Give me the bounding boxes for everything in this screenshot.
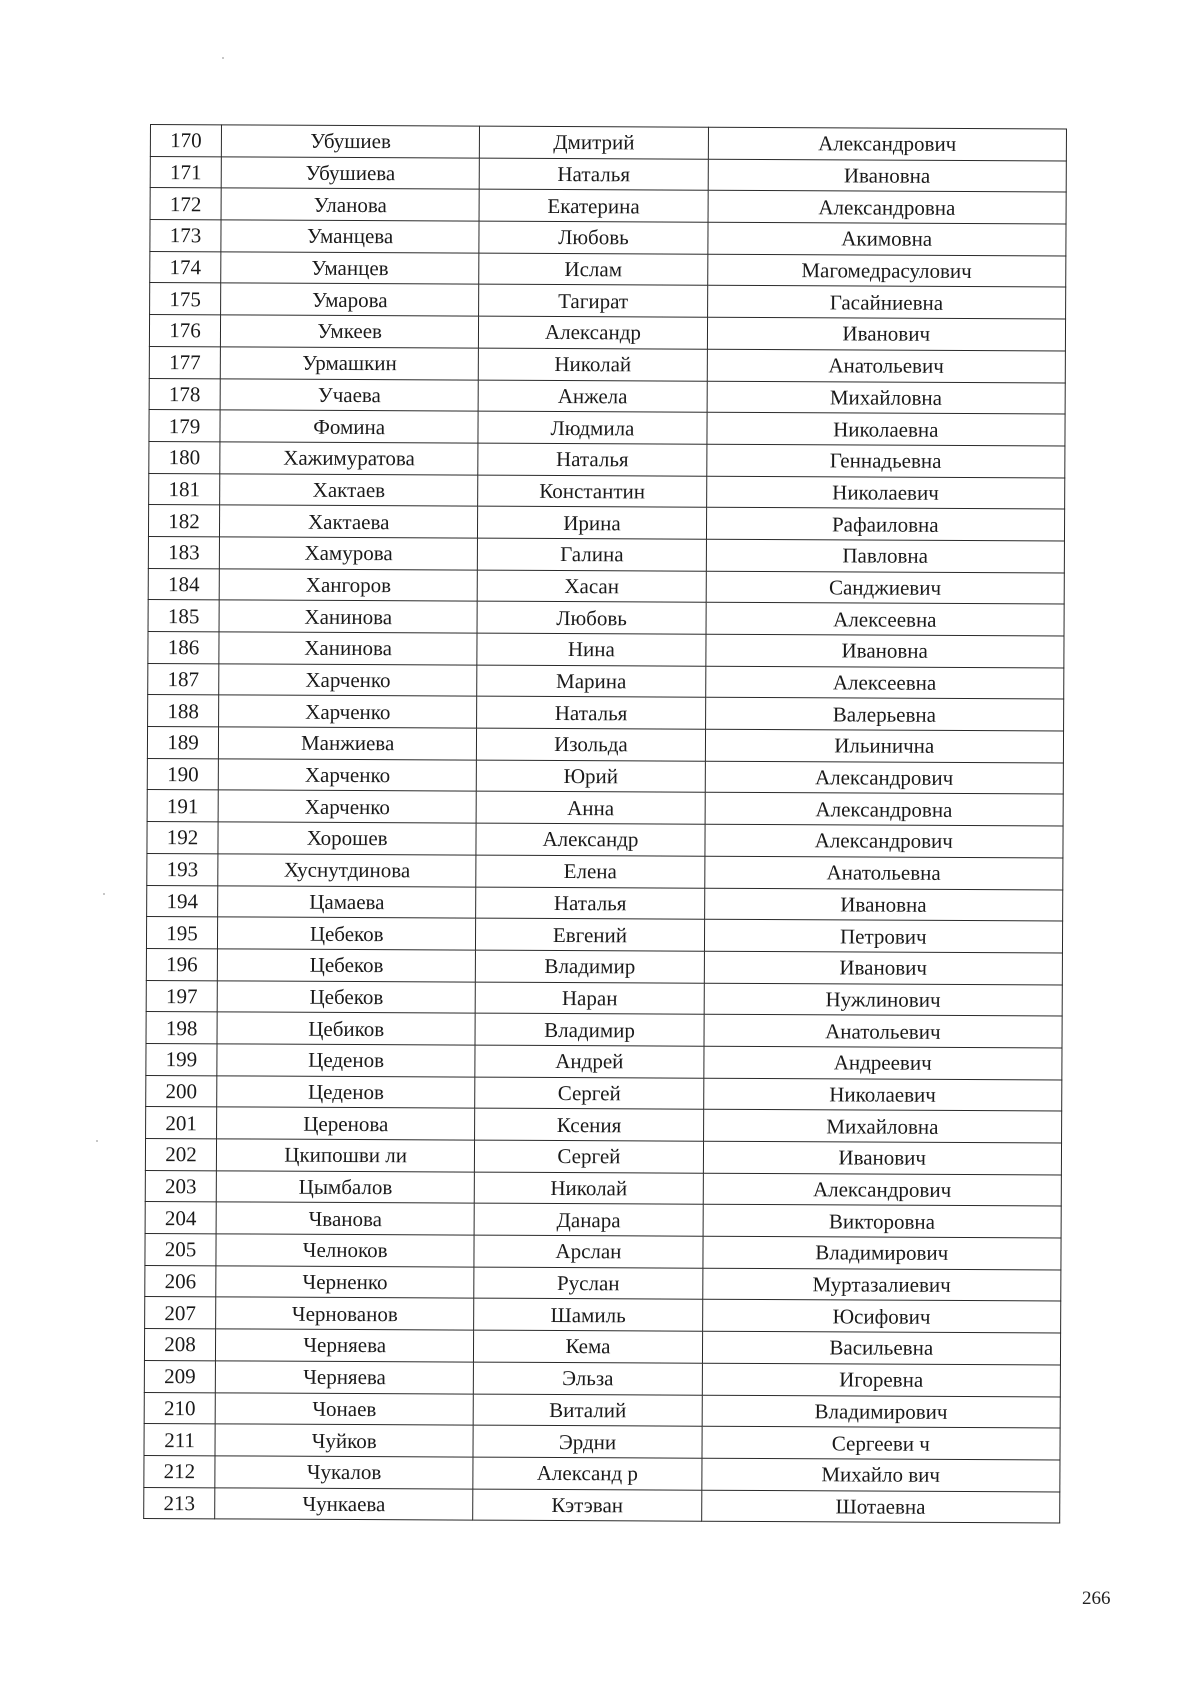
first-name-cell: Людмила — [478, 411, 706, 444]
last-name-cell: Черняева — [215, 1361, 473, 1394]
first-name-cell: Николай — [479, 348, 707, 381]
scan-speck — [103, 893, 105, 895]
last-name-cell: Чернованов — [216, 1297, 474, 1330]
table-row — [146, 1107, 1062, 1143]
table-row — [144, 1392, 1060, 1428]
last-name-cell: Чванова — [216, 1202, 474, 1235]
first-name-cell: Дмитрий — [480, 126, 708, 159]
first-name-cell: Кэтэван — [473, 1489, 701, 1522]
first-name-cell: Хасан — [478, 570, 706, 603]
first-name-cell: Юрий — [477, 760, 705, 793]
table-row — [145, 1234, 1061, 1270]
first-name-cell: Галина — [478, 538, 706, 571]
table-row — [144, 1329, 1060, 1365]
last-name-cell: Черненко — [216, 1266, 474, 1299]
row-number-cell: 210 — [144, 1392, 215, 1424]
row-number-cell: 211 — [144, 1424, 215, 1456]
table-row — [147, 853, 1063, 889]
first-name-cell: Ирина — [478, 506, 706, 539]
first-name-cell: Ксения — [475, 1108, 703, 1141]
row-number-cell: 170 — [150, 125, 221, 157]
row-number-cell: 189 — [147, 727, 218, 759]
table-row — [149, 410, 1065, 446]
row-number-cell: 185 — [148, 600, 219, 632]
last-name-cell: Церенова — [217, 1107, 475, 1140]
patronymic-cell: Акимовна — [707, 222, 1066, 255]
patronymic-cell: Нужлинович — [704, 983, 1063, 1016]
first-name-cell: Арслан — [474, 1235, 702, 1268]
last-name-cell: Хуснутдинова — [218, 854, 476, 887]
patronymic-cell: Александрович — [708, 127, 1067, 160]
scan-speck — [96, 1140, 98, 1142]
table-row — [150, 156, 1066, 192]
row-number-cell: 179 — [149, 410, 220, 442]
first-name-cell: Николай — [475, 1172, 703, 1205]
first-name-cell: Андрей — [475, 1045, 703, 1078]
patronymic-cell: Ивановна — [705, 634, 1064, 667]
first-name-cell: Константин — [478, 475, 706, 508]
last-name-cell: Манжиева — [218, 727, 476, 760]
patronymic-cell: Игоревна — [702, 1363, 1061, 1396]
table-row — [147, 885, 1063, 921]
first-name-cell: Шамиль — [474, 1299, 702, 1332]
table-row — [148, 663, 1064, 699]
patronymic-cell: Николаевич — [706, 476, 1065, 509]
row-number-cell: 213 — [144, 1487, 215, 1519]
last-name-cell: Хактаева — [220, 505, 478, 538]
last-name-cell: Ханинова — [219, 632, 477, 665]
first-name-cell: Владимир — [476, 950, 704, 983]
table-row — [144, 1360, 1060, 1396]
last-name-cell: Убушиев — [221, 125, 479, 158]
last-name-cell: Уманцева — [221, 220, 479, 253]
patronymic-cell: Рафаиловна — [706, 507, 1065, 540]
table-row — [144, 1487, 1060, 1523]
row-number-cell: 204 — [145, 1202, 216, 1234]
patronymic-cell: Санджиевич — [706, 571, 1065, 604]
row-number-cell: 190 — [147, 758, 218, 790]
last-name-cell: Цебиков — [217, 1012, 475, 1045]
first-name-cell: Тагират — [479, 285, 707, 318]
last-name-cell: Цебеков — [217, 949, 475, 982]
table-row — [146, 1075, 1062, 1111]
patronymic-cell: Шотаевна — [701, 1490, 1060, 1523]
table-row — [147, 727, 1063, 763]
last-name-cell: Хактаев — [220, 473, 478, 506]
row-number-cell: 172 — [150, 188, 221, 220]
table-row — [145, 1202, 1061, 1238]
patronymic-cell: Михайловна — [707, 381, 1066, 414]
first-name-cell: Сергей — [475, 1140, 703, 1173]
patronymic-cell: Геннадьевна — [706, 444, 1065, 477]
table-row — [149, 346, 1065, 382]
table-row — [150, 220, 1066, 256]
row-number-cell: 176 — [149, 315, 220, 347]
table-row — [148, 600, 1064, 636]
table-row — [148, 536, 1064, 572]
last-name-cell: Уманцев — [221, 252, 479, 285]
row-number-cell: 183 — [148, 536, 219, 568]
patronymic-cell: Михайло вич — [701, 1458, 1060, 1491]
table-row — [150, 188, 1066, 224]
first-name-cell: Изольда — [477, 728, 705, 761]
row-number-cell: 206 — [145, 1265, 216, 1297]
table-row — [145, 1265, 1061, 1301]
last-name-cell: Хорошев — [218, 822, 476, 855]
last-name-cell: Чункаева — [215, 1487, 473, 1520]
last-name-cell: Урмашкин — [220, 347, 478, 380]
patronymic-cell: Александрович — [705, 761, 1064, 794]
last-name-cell: Фомина — [220, 410, 478, 443]
row-number-cell: 208 — [144, 1329, 215, 1361]
last-name-cell: Чонаев — [215, 1392, 473, 1425]
table-row — [150, 251, 1066, 287]
row-number-cell: 196 — [146, 948, 217, 980]
table-row — [150, 125, 1066, 161]
scan-speck — [222, 57, 224, 59]
last-name-cell: Харченко — [218, 790, 476, 823]
patronymic-cell: Юсифович — [702, 1300, 1061, 1333]
row-number-cell: 191 — [147, 790, 218, 822]
row-number-cell: 177 — [149, 346, 220, 378]
row-number-cell: 200 — [146, 1075, 217, 1107]
table-row — [145, 1170, 1061, 1206]
first-name-cell: Александр — [479, 316, 707, 349]
row-number-cell: 194 — [147, 885, 218, 917]
last-name-cell: Черняева — [216, 1329, 474, 1362]
row-number-cell: 182 — [148, 505, 219, 537]
names-table — [143, 124, 1067, 1524]
patronymic-cell: Валерьевна — [705, 698, 1064, 731]
patronymic-cell: Васильевна — [702, 1331, 1061, 1364]
table-row — [149, 473, 1065, 509]
patronymic-cell: Викторовна — [703, 1205, 1062, 1238]
first-name-cell: Данара — [474, 1203, 702, 1236]
first-name-cell: Ислам — [479, 253, 707, 286]
patronymic-cell: Владимирович — [702, 1236, 1061, 1269]
patronymic-cell: Андреевич — [703, 1046, 1062, 1079]
patronymic-cell: Ивановна — [704, 888, 1063, 921]
last-name-cell: Цкипошви ли — [216, 1139, 474, 1172]
last-name-cell: Убушиева — [221, 157, 479, 190]
patronymic-cell: Ивановна — [708, 159, 1067, 192]
row-number-cell: 174 — [150, 251, 221, 283]
last-name-cell: Хангоров — [219, 568, 477, 601]
first-name-cell: Эрдни — [473, 1425, 701, 1458]
first-name-cell: Нина — [477, 633, 705, 666]
first-name-cell: Любовь — [479, 221, 707, 254]
last-name-cell: Челноков — [216, 1234, 474, 1267]
patronymic-cell: Ильинична — [705, 729, 1064, 762]
row-number-cell: 202 — [145, 1138, 216, 1170]
row-number-cell: 212 — [144, 1455, 215, 1487]
first-name-cell: Наталья — [480, 158, 708, 191]
patronymic-cell: Александровна — [705, 793, 1064, 826]
first-name-cell: Александ р — [473, 1457, 701, 1490]
first-name-cell: Кема — [474, 1330, 702, 1363]
last-name-cell: Хажимуратова — [220, 442, 478, 475]
patronymic-cell: Иванович — [703, 1141, 1062, 1174]
table-row — [147, 758, 1063, 794]
last-name-cell: Уланова — [221, 188, 479, 221]
row-number-cell: 173 — [150, 220, 221, 252]
patronymic-cell: Сергееви ч — [702, 1426, 1061, 1459]
row-number-cell: 192 — [147, 822, 218, 854]
patronymic-cell: Алексеевна — [706, 603, 1065, 636]
last-name-cell: Цамаева — [218, 885, 476, 918]
first-name-cell: Наран — [476, 982, 704, 1015]
first-name-cell: Марина — [477, 665, 705, 698]
patronymic-cell: Николаевна — [707, 412, 1066, 445]
patronymic-cell: Павловна — [706, 539, 1065, 572]
patronymic-cell: Алексеевна — [705, 666, 1064, 699]
row-number-cell: 209 — [144, 1360, 215, 1392]
table-row — [149, 441, 1065, 477]
table-row — [146, 980, 1062, 1016]
patronymic-cell: Муртазалиевич — [702, 1268, 1061, 1301]
patronymic-cell: Иванович — [704, 951, 1063, 984]
first-name-cell: Анжела — [478, 380, 706, 413]
last-name-cell: Цебеков — [218, 917, 476, 950]
row-number-cell: 198 — [146, 1012, 217, 1044]
table-row — [146, 1012, 1062, 1048]
table-row — [144, 1455, 1060, 1491]
patronymic-cell: Магомедрасулович — [707, 254, 1066, 287]
table-row — [146, 948, 1062, 984]
row-number-cell: 197 — [146, 980, 217, 1012]
patronymic-cell: Александровна — [708, 191, 1067, 224]
last-name-cell: Цеденов — [217, 1044, 475, 1077]
first-name-cell: Екатерина — [479, 189, 707, 222]
first-name-cell: Владимир — [475, 1013, 703, 1046]
last-name-cell: Чукалов — [215, 1456, 473, 1489]
patronymic-cell: Петрович — [704, 919, 1063, 952]
table-row — [144, 1424, 1060, 1460]
patronymic-cell: Анатольевна — [704, 856, 1063, 889]
row-number-cell: 175 — [150, 283, 221, 315]
patronymic-cell: Владимирович — [702, 1395, 1061, 1428]
last-name-cell: Цеденов — [217, 1075, 475, 1108]
patronymic-cell: Анатольевич — [707, 349, 1066, 382]
table-row — [146, 917, 1062, 953]
first-name-cell: Евгений — [476, 918, 704, 951]
table-row — [149, 315, 1065, 351]
row-number-cell: 181 — [149, 473, 220, 505]
row-number-cell: 180 — [149, 441, 220, 473]
patronymic-cell: Александрович — [703, 1173, 1062, 1206]
last-name-cell: Хамурова — [219, 537, 477, 570]
row-number-cell: 193 — [147, 853, 218, 885]
row-number-cell: 187 — [148, 663, 219, 695]
table-row — [147, 790, 1063, 826]
row-number-cell: 199 — [146, 1043, 217, 1075]
row-number-cell: 178 — [149, 378, 220, 410]
names-table-body — [144, 125, 1067, 1524]
row-number-cell: 195 — [146, 917, 217, 949]
last-name-cell: Умарова — [221, 283, 479, 316]
table-row — [149, 378, 1065, 414]
row-number-cell: 186 — [148, 631, 219, 663]
table-row — [146, 1043, 1062, 1079]
last-name-cell: Учаева — [220, 378, 478, 411]
table-row — [147, 822, 1063, 858]
first-name-cell: Наталья — [476, 887, 704, 920]
table-row — [148, 695, 1064, 731]
page-number: 266 — [1082, 1588, 1111, 1609]
table-row — [145, 1297, 1061, 1333]
patronymic-cell: Николаевич — [703, 1078, 1062, 1111]
last-name-cell: Харченко — [218, 759, 476, 792]
first-name-cell: Сергей — [475, 1077, 703, 1110]
last-name-cell: Харченко — [219, 664, 477, 697]
patronymic-cell: Александрович — [705, 824, 1064, 857]
first-name-cell: Елена — [476, 855, 704, 888]
patronymic-cell: Анатольевич — [704, 1014, 1063, 1047]
table-row — [148, 631, 1064, 667]
first-name-cell: Наталья — [477, 696, 705, 729]
row-number-cell: 205 — [145, 1234, 216, 1266]
first-name-cell: Руслан — [474, 1267, 702, 1300]
table-row — [148, 505, 1064, 541]
row-number-cell: 188 — [148, 695, 219, 727]
patronymic-cell: Михайловна — [703, 1110, 1062, 1143]
row-number-cell: 207 — [145, 1297, 216, 1329]
last-name-cell: Чуйков — [215, 1424, 473, 1457]
first-name-cell: Анна — [476, 792, 704, 825]
row-number-cell: 201 — [146, 1107, 217, 1139]
row-number-cell: 184 — [148, 568, 219, 600]
table-row — [148, 568, 1064, 604]
first-name-cell: Эльза — [474, 1362, 702, 1395]
first-name-cell: Наталья — [478, 443, 706, 476]
last-name-cell: Цебеков — [217, 980, 475, 1013]
patronymic-cell: Иванович — [707, 317, 1066, 350]
last-name-cell: Умкеев — [220, 315, 478, 348]
row-number-cell: 171 — [150, 156, 221, 188]
first-name-cell: Виталий — [473, 1394, 701, 1427]
first-name-cell: Любовь — [477, 601, 705, 634]
patronymic-cell: Гасайниевна — [707, 286, 1066, 319]
row-number-cell: 203 — [145, 1170, 216, 1202]
table-row — [150, 283, 1066, 319]
first-name-cell: Александр — [476, 823, 704, 856]
last-name-cell: Цымбалов — [216, 1171, 474, 1204]
last-name-cell: Ханинова — [219, 600, 477, 633]
table-row — [145, 1138, 1061, 1174]
last-name-cell: Харченко — [219, 695, 477, 728]
